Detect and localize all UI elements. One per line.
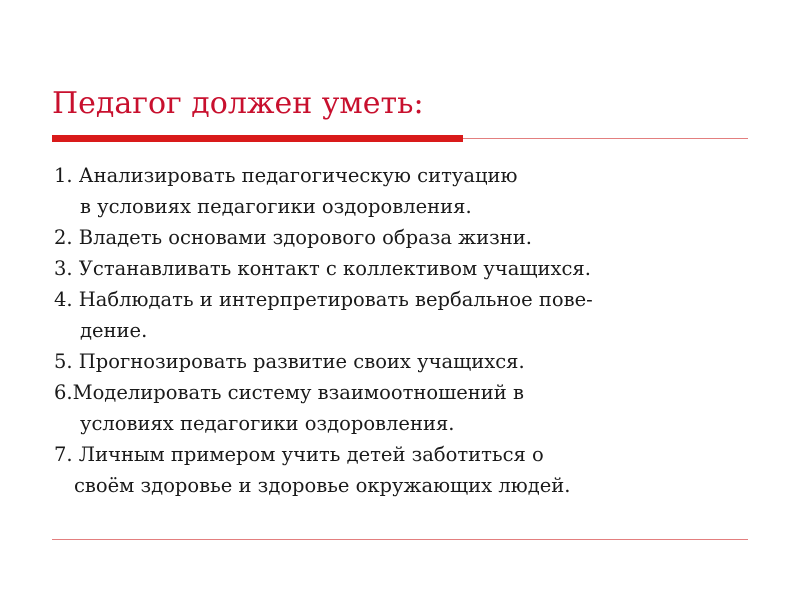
list-item-text: 2. Владеть основами здорового образа жизни. — [54, 226, 532, 249]
list-item-text: 4. Наблюдать и интерпретировать вербальное пове- — [54, 288, 593, 311]
list-item — [54, 346, 774, 377]
list-item — [54, 284, 774, 346]
list-item-text: 6.Моделировать систему взаимоотношений в — [54, 381, 524, 404]
list-item-continuation: своём здоровье и здоровье окружающих людей. — [74, 474, 571, 497]
list-item — [54, 439, 774, 501]
list-item-continuation: условиях педагогики оздоровления. — [80, 412, 455, 435]
list-item-continuation: в условиях педагогики оздоровления. — [80, 195, 472, 218]
list-item-text: 5. Прогнозировать развитие своих учащихся. — [54, 350, 525, 373]
list-item — [54, 377, 774, 439]
list-item-text: 1. Анализировать педагогическую ситуацию — [54, 164, 518, 187]
title-underline-thin — [463, 138, 748, 139]
list-item — [54, 160, 774, 222]
list-item-continuation: дение. — [80, 319, 148, 342]
skills-list — [54, 160, 774, 501]
slide-title: Педагог должен уметь: — [52, 86, 424, 121]
list-item-text: 7. Личным примером учить детей заботиться о — [54, 443, 544, 466]
list-item — [54, 253, 774, 284]
list-item — [54, 222, 774, 253]
list-item-text: 3. Устанавливать контакт с коллективом учащихся. — [54, 257, 591, 280]
title-underline-thick — [52, 135, 463, 142]
bottom-divider — [52, 539, 748, 540]
